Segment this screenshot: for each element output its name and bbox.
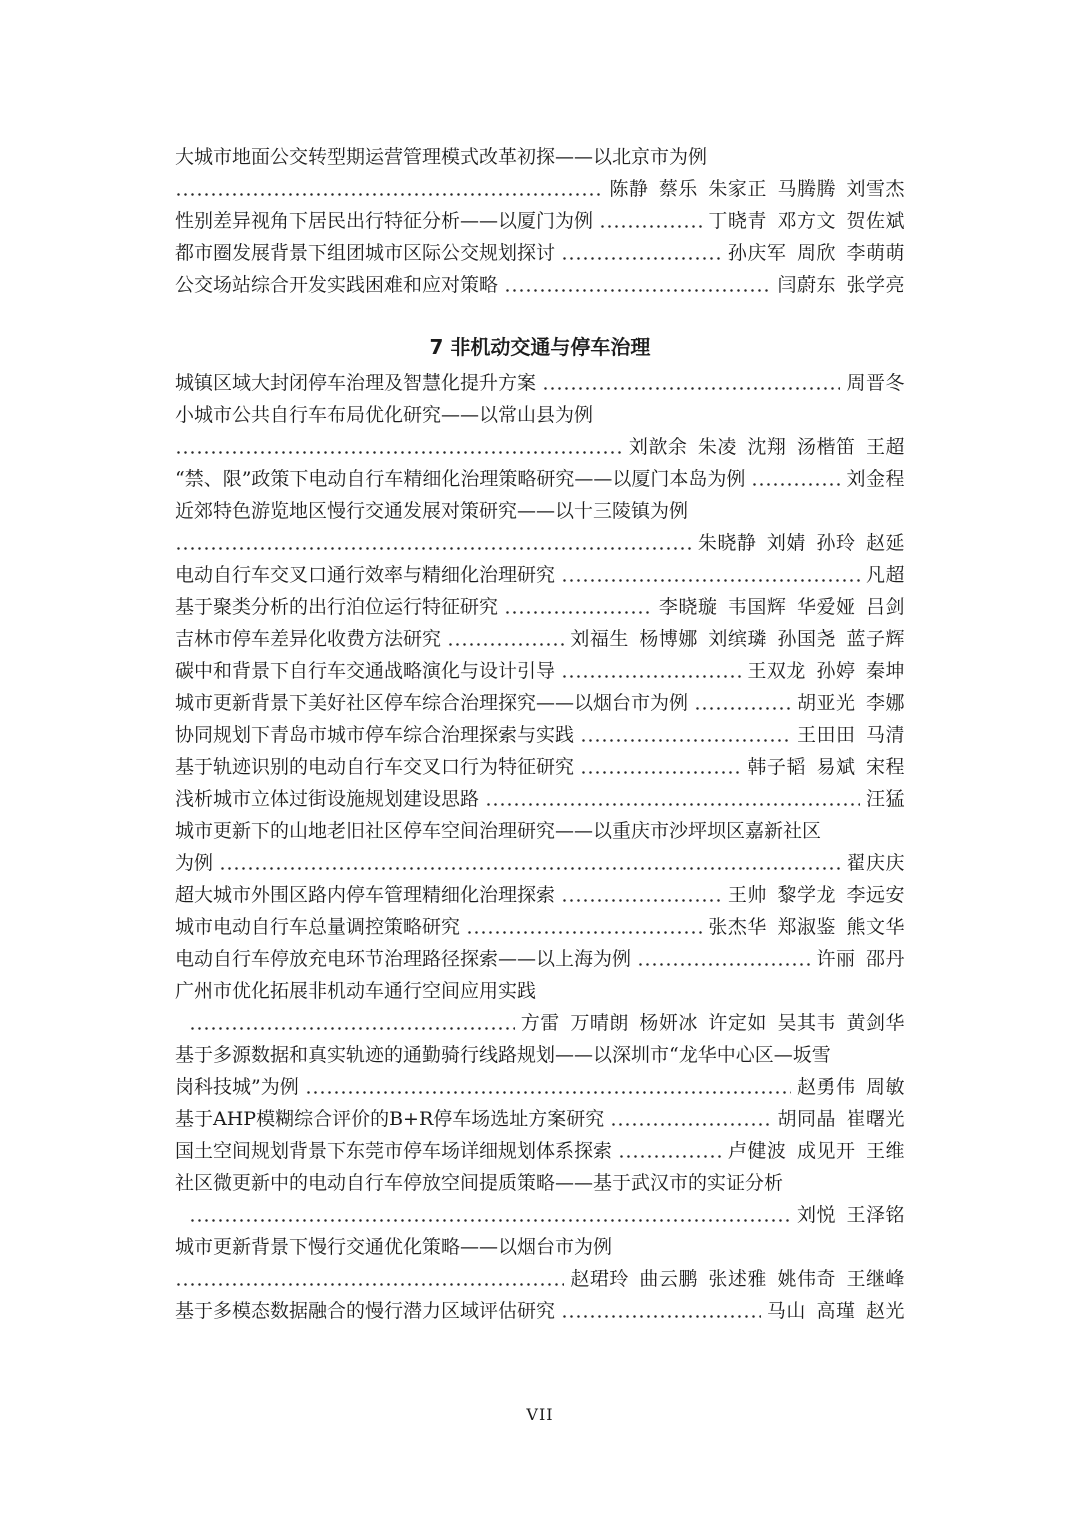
toc-entry — [175, 844, 905, 876]
toc-entry — [175, 940, 905, 972]
toc-entry — [175, 524, 905, 556]
entry-authors: 卢健波 成见开 王维 — [727, 1140, 905, 1162]
toc-entry — [175, 1164, 905, 1196]
toc-entry — [175, 620, 905, 652]
entry-title: 城镇区域大封闭停车治理及智慧化提升方案 — [175, 372, 537, 394]
entry-title: 城市更新背景下慢行交通优化策略——以烟台市为例 — [175, 1236, 613, 1258]
entry-title: 基于AHP模糊综合评价的B+R停车场选址方案研究 — [175, 1108, 605, 1130]
entry-title: 基于聚类分析的出行泊位运行特征研究 — [175, 596, 499, 618]
toc-entry — [175, 170, 905, 202]
entry-title: “禁、限”政策下电动自行车精细化治理策略研究——以厦门本岛为例 — [175, 468, 746, 490]
dot-leader — [561, 1298, 761, 1324]
entry-title: 公交场站综合开发实践困难和应对策略 — [175, 274, 499, 296]
entry-authors: 马山 高瑾 赵光 — [766, 1300, 905, 1322]
entry-authors: 陈静 蔡乐 朱家正 马腾腾 刘雪杰 — [609, 178, 905, 200]
toc-entry — [175, 364, 905, 396]
entry-authors: 刘歆余 朱凌 沈翔 汤楷笛 王超 — [628, 436, 905, 458]
toc-entry — [175, 492, 905, 524]
toc-entry — [175, 234, 905, 266]
entry-authors: 张杰华 郑淑鉴 熊文华 — [708, 916, 905, 938]
entry-title: 基于多源数据和真实轨迹的通勤骑行线路规划——以深圳市“龙华中心区—坂雪 — [175, 1044, 831, 1066]
dot-leader — [175, 530, 692, 556]
dot-leader — [610, 1106, 771, 1132]
dot-leader — [504, 594, 653, 620]
page-number: VII — [526, 1405, 554, 1424]
entry-title: 城市电动自行车总量调控策略研究 — [175, 916, 461, 938]
toc-entry — [175, 1068, 905, 1100]
entry-title: 城市更新背景下美好社区停车综合治理探究——以烟台市为例 — [175, 692, 689, 714]
entry-authors: 翟庆庆 — [846, 852, 905, 874]
dot-leader — [504, 272, 771, 298]
toc-entry — [175, 684, 905, 716]
entry-title: 碳中和背景下自行车交通战略演化与设计引导 — [175, 660, 556, 682]
dot-leader — [175, 176, 603, 202]
entry-title: 小城市公共自行车布局优化研究——以常山县为例 — [175, 404, 594, 426]
entry-authors: 王帅 黎学龙 李远安 — [727, 884, 905, 906]
entry-title: 岗科技城”为例 — [175, 1076, 299, 1098]
entry-authors: 胡亚光 李娜 — [796, 692, 905, 714]
entry-authors: 刘金程 — [846, 468, 905, 490]
dot-leader — [175, 434, 623, 460]
entry-title: 基于轨迹识别的电动自行车交叉口行为特征研究 — [175, 756, 575, 778]
toc-entry — [175, 202, 905, 234]
toc-entry — [175, 972, 905, 1004]
dot-leader — [580, 722, 791, 748]
dot-leader — [219, 850, 840, 876]
entry-authors: 王田田 马清 — [796, 724, 905, 746]
entry-authors: 周晋冬 — [846, 372, 905, 394]
entry-title: 城市更新下的山地老旧社区停车空间治理研究——以重庆市沙坪坝区嘉新社区 — [175, 820, 822, 842]
entry-title: 近郊特色游览地区慢行交通发展对策研究——以十三陵镇为例 — [175, 500, 689, 522]
entry-authors: 朱晓静 刘婧 孙玲 赵延 — [697, 532, 905, 554]
toc-entry — [175, 716, 905, 748]
toc-entry — [175, 748, 905, 780]
dot-leader — [485, 786, 860, 812]
entry-authors: 李晓璇 韦国辉 华爱娅 吕剑 — [658, 596, 905, 618]
entry-title: 电动自行车停放充电环节治理路径探索——以上海为例 — [175, 948, 632, 970]
entry-authors: 方雷 万晴朗 杨妍冰 许定如 吴其韦 黄剑华 — [520, 1012, 905, 1034]
toc-entry — [175, 138, 905, 170]
dot-leader — [447, 626, 564, 652]
entry-authors: 赵勇伟 周敏 — [796, 1076, 905, 1098]
entry-title: 电动自行车交叉口通行效率与精细化治理研究 — [175, 564, 556, 586]
toc-entry — [175, 1004, 905, 1036]
dot-leader — [637, 946, 810, 972]
entry-authors: 王双龙 孙婷 秦坤 — [747, 660, 905, 682]
section-heading: 7 非机动交通与停车治理 — [429, 335, 651, 359]
entry-authors: 汪猛 — [865, 788, 905, 810]
toc-entry — [175, 652, 905, 684]
entry-authors: 韩子韬 易斌 宋程 — [747, 756, 905, 778]
dot-leader — [466, 914, 702, 940]
entry-title: 性别差异视角下居民出行特征分析——以厦门为例 — [175, 210, 594, 232]
entry-title: 基于多模态数据融合的慢行潜力区域评估研究 — [175, 1300, 556, 1322]
entry-title: 社区微更新中的电动自行车停放空间提质策略——基于武汉市的实证分析 — [175, 1172, 784, 1194]
entry-authors: 赵珺玲 曲云鹏 张述雅 姚伟奇 王继峰 — [570, 1268, 905, 1290]
toc-entry — [175, 556, 905, 588]
dot-leader — [580, 754, 741, 780]
toc-entry — [175, 460, 905, 492]
entry-authors: 闫蔚东 张学亮 — [777, 274, 905, 296]
dot-leader — [694, 690, 791, 716]
entry-title: 吉林市停车差异化收费方法研究 — [175, 628, 442, 650]
entry-authors: 丁晓青 邓方文 贺佐斌 — [708, 210, 905, 232]
toc-entry — [175, 812, 905, 844]
entry-authors: 许丽 邵丹 — [816, 948, 905, 970]
toc-entry — [175, 588, 905, 620]
entry-title: 为例 — [175, 852, 214, 874]
toc-entry — [175, 1036, 905, 1068]
entry-authors: 孙庆军 周欣 李萌萌 — [727, 242, 905, 264]
entry-title: 协同规划下青岛市城市停车综合治理探索与实践 — [175, 724, 575, 746]
toc-entry — [175, 266, 905, 298]
toc-entry — [175, 780, 905, 812]
entry-title: 广州市优化拓展非机动车通行空间应用实践 — [175, 980, 537, 1002]
dot-leader — [561, 240, 722, 266]
toc-entry — [175, 1100, 905, 1132]
toc-entry — [175, 1228, 905, 1260]
toc-entry — [175, 908, 905, 940]
entry-authors: 刘悦 王泽铭 — [796, 1204, 905, 1226]
toc-entry — [175, 1196, 905, 1228]
toc-entry — [175, 1132, 905, 1164]
entry-title: 大城市地面公交转型期运营管理模式改革初探——以北京市为例 — [175, 146, 708, 168]
dot-leader — [599, 208, 702, 234]
entry-authors: 刘福生 杨博娜 刘缤璘 孙国尧 蓝子辉 — [570, 628, 905, 650]
entry-title: 国土空间规划背景下东莞市停车场详细规划体系探索 — [175, 1140, 613, 1162]
entry-authors: 胡同晶 崔曙光 — [777, 1108, 905, 1130]
toc-entry — [175, 428, 905, 460]
toc-entry — [175, 876, 905, 908]
entry-title: 超大城市外围区路内停车管理精细化治理探索 — [175, 884, 556, 906]
toc-entry — [175, 396, 905, 428]
entry-title: 都市圈发展背景下组团城市区际公交规划探讨 — [175, 242, 556, 264]
toc-entry — [175, 1260, 905, 1292]
dot-leader — [189, 1202, 791, 1228]
dot-leader — [305, 1074, 791, 1100]
dot-leader — [561, 562, 860, 588]
entry-title: 浅析城市立体过街设施规划建设思路 — [175, 788, 480, 810]
dot-leader — [561, 882, 722, 908]
dot-leader — [751, 466, 840, 492]
dot-leader — [561, 658, 741, 684]
toc-entry — [175, 1292, 905, 1324]
dot-leader — [189, 1010, 515, 1036]
dot-leader — [618, 1138, 722, 1164]
entry-authors: 凡超 — [865, 564, 905, 586]
dot-leader — [542, 370, 840, 396]
dot-leader — [175, 1266, 564, 1292]
